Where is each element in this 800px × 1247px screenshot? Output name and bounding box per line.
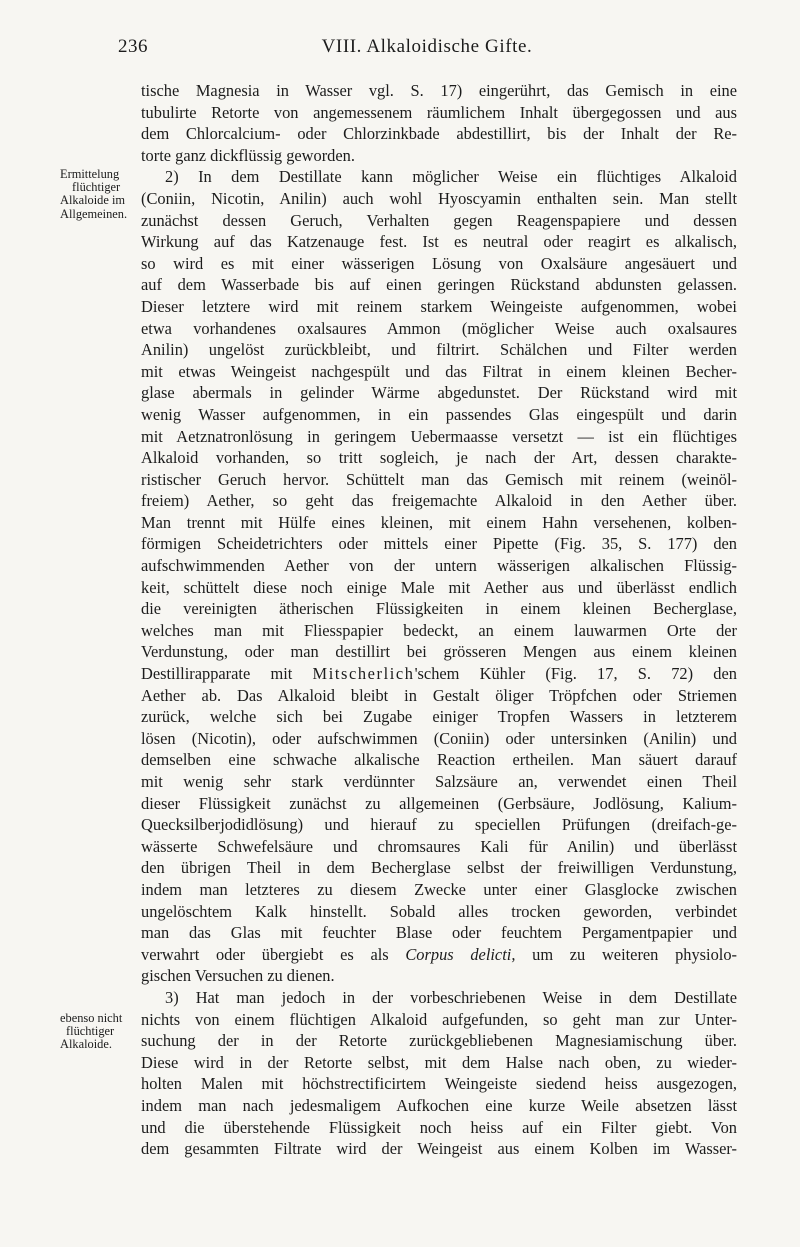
text-line: welches man mit Fliesspapier bedeckt, an einem lauwarmen Orte der [141,620,737,640]
text-line: förmigen Scheidetrichters oder mittels einer Pipette (Fig. 35, S. 177) den [141,534,737,554]
text-line: demselben eine schwache alkalische Reaction ertheilen. Man säuert darauf [141,750,737,770]
text-line: Quecksilberjodidlösung) und hierauf zu speciellen Prüfungen (dreifach-ge- [141,815,737,835]
text-line: torte ganz dickflüssig geworden. [141,145,355,165]
margin-note-volatile-alkaloids: Ermittelung flüchtiger Alkaloide im Allgemeinen. [60,167,128,221]
text-line: gischen Versuchen zu dienen. [141,966,335,986]
text-line: man das Glas mit feuchter Blase oder feuchtem Pergamentpapier und [141,923,737,943]
text-line: zurück, welche sich bei Zugabe einiger Tropfen Wassers in letzterem [141,707,737,727]
text-line: Diese wird in der Retorte selbst, mit dem Halse nach oben, zu wieder- [141,1052,737,1072]
text-line: keit, schüttelt diese noch einige Male mit Aether aus und überlässt endlich [141,577,737,597]
latin-term-corpus-delicti: Corpus delicti, [405,944,516,964]
page-number: 236 [118,36,148,57]
text-line: tische Magnesia in Wasser vgl. S. 17) eingerührt, das Gemisch in eine [141,81,737,100]
text-line: dieser Flüssigkeit zunächst zu allgemeinen (Gerbsäure, Jodlösung, Kalium- [141,793,737,813]
text-line: mit etwas Weingeist nachgespült und das Filtrat in einem kleinen Becher- [141,361,737,381]
text-line: suchung der in der Retorte zurückgebliebenen Magnesiamischung über. [141,1031,737,1051]
text-line: so wird es mit einer wässerigen Lösung von Oxalsäure angesäuert und [141,253,737,273]
text-line: lösen (Nicotin), oder aufschwimmen (Coniin) oder untersinken (Anilin) und [141,728,737,748]
text-line: (Coniin, Nicotin, Anilin) auch wohl Hyoscyamin enthalten sein. Man stellt [141,188,737,208]
text-line: dem Chlorcalcium- oder Chlorzinkbade abdestillirt, bis der Inhalt der Re- [141,124,737,144]
text-line-corpus-delicti: verwahrt oder übergiebt es als Corpus delicti, um zu weiteren physiolo- [141,944,738,964]
paragraph-3-start: 3) Hat man jedoch in der vorbeschriebenen Weise in dem Destillate [165,987,737,1007]
text-line: den übrigen Theil in dem Becherglase selbst der freiwilligen Verdunstung, [141,858,737,878]
paragraph-2-start: 2) In dem Destillate kann möglicher Weise ein flüchtiges Alkaloid [165,167,737,187]
text-line: freiem) Aether, so geht das freigemachte Alkaloid in den Aether über. [141,491,737,511]
body-text [141,80,737,1160]
text-line: aufschwimmenden Aether von der untern wässerigen alkalischen Flüssig- [141,556,737,576]
text-line: etwa vorhandenes oxalsaures Ammon (möglicher Weise auch oxalsaures [141,318,737,338]
text-line: wässerte Schwefelsäure und chromsaures Kali für Anilin) und überlässt [141,836,737,856]
text-line: nichts von einem flüchtigen Alkaloid aufgefunden, so geht man zur Unter- [141,1009,737,1029]
author-name-mitscherlich: Mitscherlich [312,664,415,684]
text-line: Anilin) ungelöst zurückbleibt, und filtrirt. Schälchen und Filter werden [141,340,737,360]
text-line: ristischer Geruch hervor. Schüttelt man das Gemisch mit reinem (weinöl- [141,469,737,489]
text-line: zunächst dessen Geruch, Verhalten gegen Reagenspapiere und dessen [141,210,737,230]
running-head: VIII. Alkaloidische Gifte. [321,36,533,57]
text-line: ungelöschtem Kalk hinstellt. Sobald alles trocken geworden, verbindet [141,901,737,921]
text-line: tubulirte Retorte von angemessenem räumlichem Inhalt übergegossen und aus [141,102,737,122]
text-line: mit Aetznatronlösung in geringem Uebermaasse versetzt — ist ein flüchtiges [141,426,737,446]
text-line: indem man nach jedesmaligem Aufkochen eine kurze Weile absetzen lässt [141,1095,737,1115]
text-line: auf dem Wasserbade bis auf einen geringen Rückstand abdunsten gelassen. [141,275,737,295]
text-line-mitscherlich: Destillirapparate mit Mitscherlich'schem Kühler (Fig. 17, S. 72) den [141,664,737,684]
text-line: wenig Wasser aufgenommen, in ein passendes Glas eingespült und darin [141,404,737,424]
text-line: glase abermals in gelinder Wärme abgedunstet. Der Rückstand wird mit [141,383,737,403]
text-line: mit wenig sehr stark verdünnter Salzsäure an, verwendet einen Theil [141,772,737,791]
margin-note-non-volatile-alkaloids: ebenso nicht flüchtiger Alkaloide. [60,1011,123,1052]
text-line: und die überstehende Flüssigkeit noch heiss auf ein Filter giebt. Von [141,1117,737,1137]
text-line: Alkaloid vorhanden, so tritt sogleich, je nach der Art, dessen charakte- [141,448,737,468]
text-line: Verdunstung, oder man destillirt bei grösseren Mengen aus einem kleinen [141,642,737,662]
text-line: die vereinigten ätherischen Flüssigkeiten in einem kleinen Becherglase, [141,599,737,619]
text-line: Man trennt mit Hülfe eines kleinen, mit einem Hahn versehenen, kolben- [141,512,737,532]
text-line: dem gesammten Filtrate wird der Weingeist aus einem Kolben im Wasser- [141,1139,737,1159]
text-line: indem man letzteres zu diesem Zwecke unter einer Glasglocke zwischen [141,879,737,899]
text-line: Aether ab. Das Alkaloid bleibt in Gestalt öliger Tröpfchen oder Striemen [141,685,737,705]
text-line: Wirkung auf das Katzenauge fest. Ist es neutral oder reagirt es alkalisch, [141,232,737,252]
text-line: holten Malen mit höchstrectificirtem Weingeiste siedend heiss ausgezogen, [141,1074,737,1094]
text-line: Dieser letztere wird mit reinem starkem Weingeiste aufgenommen, wobei [141,296,737,316]
page-header [118,36,736,62]
